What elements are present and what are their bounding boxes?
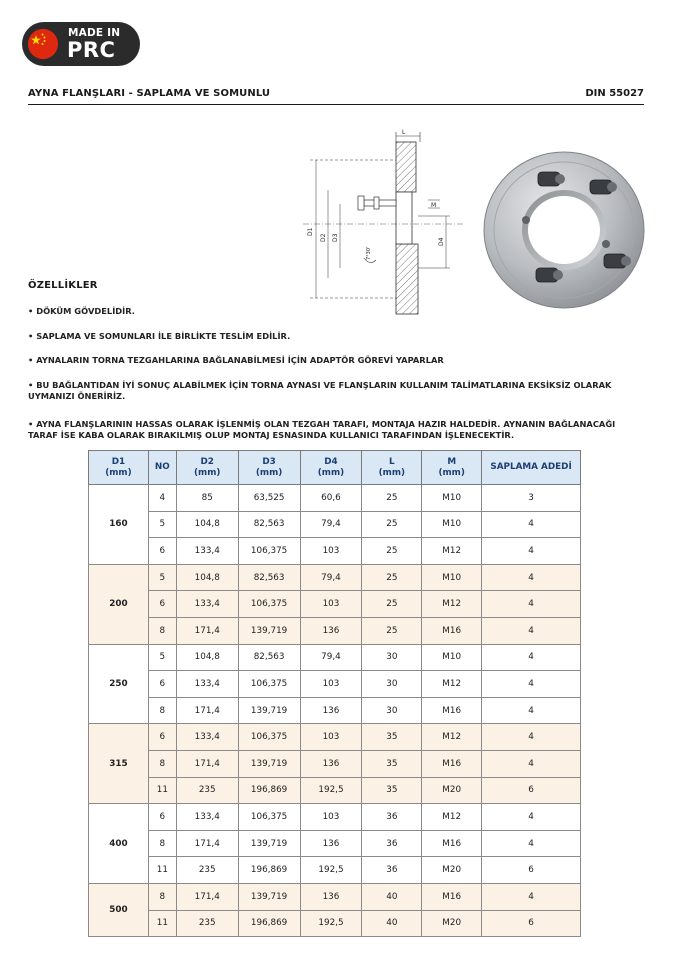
header-d1: D1 (mm) [89,451,149,485]
cell-d3: 106,375 [238,671,300,698]
spec-table-body [89,485,581,937]
cell-m: M12 [422,724,482,751]
cell-no: 5 [148,644,176,671]
cell-d4: 136 [300,830,362,857]
cell-d4: 103 [300,724,362,751]
cell-l: 25 [362,617,422,644]
cell-d3: 106,375 [238,591,300,618]
cell-no: 11 [148,857,176,884]
cell-l: 36 [362,804,422,831]
cell-d2: 171,4 [176,617,238,644]
cell-d2: 133,4 [176,591,238,618]
label-l: L [402,129,406,136]
cell-l: 25 [362,538,422,565]
table-row [89,830,581,857]
feature-item: • AYNA FLANŞLARININ HASSAS OLARAK İŞLENMİŞ OLAN TEZGAH TARAFI, MONTAJA HAZIR HALDEDİR. AYNANIN BAĞLANACAĞI TARAF İSE KABA OLARAK BIRAKILMIŞ OLUP MONTAJ ESNASINDA KULLANICI TARAFINDAN İŞLENECEKTİR. [28,419,616,440]
flange-product-image [478,150,646,310]
table-row [89,883,581,910]
cell-m: M16 [422,883,482,910]
badge-line2: PRC [67,38,116,62]
standard-code: DIN 55027 [585,88,644,99]
table-row [89,804,581,831]
cell-d2: 235 [176,910,238,936]
cell-d3: 82,563 [238,564,300,591]
cell-d2: 171,4 [176,697,238,724]
table-row [89,750,581,777]
cell-d1: 400 [89,804,149,884]
cell-m: M16 [422,830,482,857]
cell-d2: 235 [176,857,238,884]
cell-d3: 82,563 [238,511,300,538]
cell-saplama-adedi: 6 [482,910,581,936]
cell-m: M10 [422,485,482,512]
cell-no: 5 [148,511,176,538]
cell-saplama-adedi: 4 [482,671,581,698]
cell-d2: 104,8 [176,511,238,538]
cell-d4: 103 [300,804,362,831]
cell-d3: 139,719 [238,697,300,724]
cell-d4: 60,6 [300,485,362,512]
cell-d1: 315 [89,724,149,804]
header-d2: D2 (mm) [176,451,238,485]
page-title: AYNA FLANŞLARI - SAPLAMA VE SOMUNLU [28,88,271,99]
cell-d3: 196,869 [238,857,300,884]
table-row [89,697,581,724]
cell-d3: 82,563 [238,644,300,671]
cell-no: 6 [148,724,176,751]
cell-l: 25 [362,591,422,618]
cell-d4: 192,5 [300,857,362,884]
cell-saplama-adedi: 4 [482,617,581,644]
made-in-prc-badge [22,22,140,66]
cell-d4: 79,4 [300,644,362,671]
cell-d2: 85 [176,485,238,512]
cell-m: M12 [422,671,482,698]
table-row [89,617,581,644]
cell-no: 6 [148,804,176,831]
cell-d2: 171,4 [176,883,238,910]
cell-d2: 104,8 [176,564,238,591]
cell-saplama-adedi: 4 [482,644,581,671]
cell-no: 8 [148,617,176,644]
table-row [89,671,581,698]
cell-d3: 196,869 [238,910,300,936]
cell-no: 8 [148,750,176,777]
cell-d3: 139,719 [238,830,300,857]
label-d1: D1 [307,227,314,236]
cell-l: 25 [362,511,422,538]
cell-no: 6 [148,671,176,698]
cell-d1: 200 [89,564,149,644]
cell-l: 40 [362,910,422,936]
cell-saplama-adedi: 4 [482,830,581,857]
header-l: L (mm) [362,451,422,485]
cell-d1: 500 [89,883,149,936]
badge-line1: MADE IN [68,27,121,39]
cell-l: 25 [362,564,422,591]
table-row [89,724,581,751]
table-row [89,910,581,936]
cell-d2: 133,4 [176,671,238,698]
cell-l: 35 [362,724,422,751]
cell-saplama-adedi: 4 [482,883,581,910]
cell-d4: 79,4 [300,511,362,538]
cell-d4: 103 [300,671,362,698]
cell-m: M20 [422,777,482,804]
cell-d4: 136 [300,883,362,910]
cell-no: 4 [148,485,176,512]
cell-saplama-adedi: 6 [482,857,581,884]
cell-l: 36 [362,830,422,857]
cell-l: 30 [362,697,422,724]
cell-saplama-adedi: 4 [482,511,581,538]
cell-no: 5 [148,564,176,591]
cell-saplama-adedi: 4 [482,564,581,591]
cell-m: M16 [422,750,482,777]
cell-d4: 192,5 [300,910,362,936]
cell-m: M10 [422,564,482,591]
feature-item: • AYNALARIN TORNA TEZGAHLARINA BAĞLANABİLMESİ İÇİN ADAPTÖR GÖREVİ YAPARLAR [28,355,444,365]
cell-d3: 106,375 [238,724,300,751]
cell-no: 6 [148,538,176,565]
label-m: M [431,202,437,209]
label-d3: D3 [332,233,339,242]
cell-no: 11 [148,777,176,804]
cell-d4: 136 [300,617,362,644]
header-no: NO [148,451,176,485]
cell-saplama-adedi: 4 [482,538,581,565]
header-divider [28,104,644,105]
cell-d4: 79,4 [300,564,362,591]
feature-item: • BU BAĞLANTIDAN İYİ SONUÇ ALABİLMEK İÇİN TORNA AYNASI VE FLANŞLARIN KULLANIM TALİMATLARINA EKSİKSİZ OLARAK UYMANIZI ÖNERİRİZ. [28,380,612,401]
features-heading: ÖZELLİKLER [28,280,98,291]
cell-no: 6 [148,591,176,618]
cell-m: M10 [422,511,482,538]
cell-m: M10 [422,644,482,671]
cell-d1: 160 [89,485,149,565]
cell-d4: 136 [300,697,362,724]
cell-d2: 104,8 [176,644,238,671]
cell-l: 35 [362,750,422,777]
table-header-row [89,451,581,485]
cell-l: 30 [362,671,422,698]
cell-m: M12 [422,538,482,565]
cell-m: M16 [422,617,482,644]
cell-d3: 139,719 [238,750,300,777]
table-row [89,857,581,884]
cell-l: 30 [362,644,422,671]
cell-d3: 106,375 [238,538,300,565]
cell-d4: 103 [300,538,362,565]
cell-d2: 133,4 [176,538,238,565]
cell-d3: 196,869 [238,777,300,804]
header-saplama-adedi: SAPLAMA ADEDİ [482,451,581,485]
table-row [89,777,581,804]
cell-saplama-adedi: 4 [482,591,581,618]
table-row [89,538,581,565]
cell-d4: 192,5 [300,777,362,804]
cell-saplama-adedi: 4 [482,724,581,751]
header-d3: D3 (mm) [238,451,300,485]
cell-no: 8 [148,830,176,857]
cell-d4: 103 [300,591,362,618]
feature-item: • DÖKÜM GÖVDELİDİR. [28,306,135,316]
cell-m: M20 [422,857,482,884]
cell-l: 40 [362,883,422,910]
cell-d2: 171,4 [176,750,238,777]
cell-saplama-adedi: 3 [482,485,581,512]
table-row [89,591,581,618]
header-d4: D4 (mm) [300,451,362,485]
table-row [89,564,581,591]
cell-l: 36 [362,857,422,884]
cell-no: 11 [148,910,176,936]
label-d2: D2 [320,233,327,242]
cell-m: M16 [422,697,482,724]
cell-m: M12 [422,804,482,831]
cell-d1: 250 [89,644,149,724]
cell-no: 8 [148,697,176,724]
table-row [89,485,581,512]
label-angle: 7°30' [366,246,372,260]
feature-item: • SAPLAMA VE SOMUNLARI İLE BİRLİKTE TESLİM EDİLİR. [28,331,291,341]
cell-d2: 171,4 [176,830,238,857]
cell-d2: 235 [176,777,238,804]
cell-m: M20 [422,910,482,936]
cell-d3: 139,719 [238,617,300,644]
cell-d3: 63,525 [238,485,300,512]
cell-l: 25 [362,485,422,512]
header-m: M (mm) [422,451,482,485]
cell-d3: 139,719 [238,883,300,910]
label-d4: D4 [438,237,445,246]
cell-d4: 136 [300,750,362,777]
table-row [89,644,581,671]
table-row [89,511,581,538]
cell-m: M12 [422,591,482,618]
cell-saplama-adedi: 4 [482,804,581,831]
technical-drawing [298,128,468,320]
cell-saplama-adedi: 6 [482,777,581,804]
cell-saplama-adedi: 4 [482,697,581,724]
cell-d2: 133,4 [176,804,238,831]
cell-d2: 133,4 [176,724,238,751]
china-flag-icon [28,29,58,59]
cell-saplama-adedi: 4 [482,750,581,777]
cell-l: 35 [362,777,422,804]
cell-d3: 106,375 [238,804,300,831]
cell-no: 8 [148,883,176,910]
spec-table [88,450,581,937]
